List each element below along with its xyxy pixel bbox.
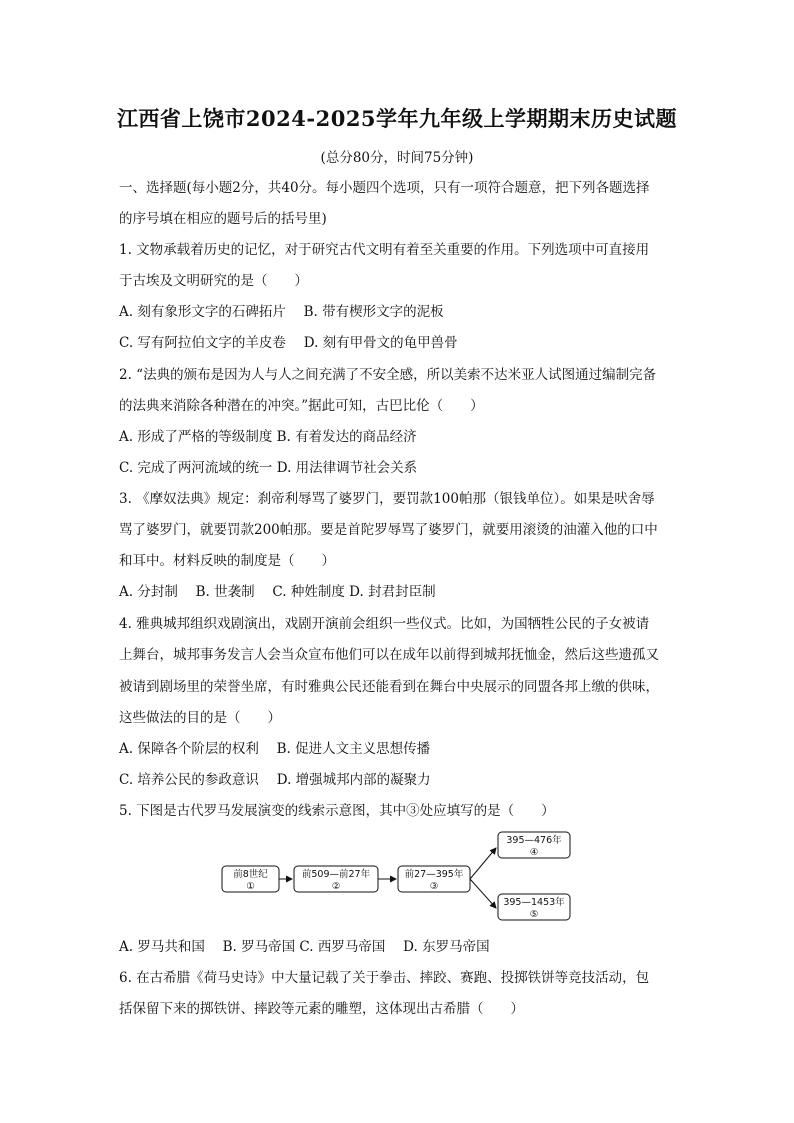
- timeline-number: ⑤: [529, 909, 539, 920]
- question-5-options: A. 罗马共和国 B. 罗马帝国 C. 西罗马帝国 D. 东罗马帝国: [119, 939, 490, 955]
- section-instruction: 的序号填在相应的题号后的括号里): [119, 211, 327, 227]
- question-4-options: C. 培养公民的参政意识 D. 增强城邦内部的凝聚力: [119, 772, 431, 788]
- question-4-text: 4. 雅典城邦组织戏剧演出，戏剧开演前会组织一些仪式。比如，为国牺牲公民的子女被请: [119, 616, 650, 632]
- question-2-options: A. 形成了严格的等级制度 B. 有着发达的商品经济: [119, 429, 417, 445]
- page-title: 江西省上饶市2024-2025学年九年级上学期期末历史试题: [116, 106, 678, 131]
- timeline-period: 395—476年: [506, 835, 562, 846]
- question-5-text: 5. 下图是古代罗马发展演变的线索示意图，其中③处应填写的是（ ）: [119, 803, 555, 819]
- question-4-text: 上舞台，城邦事务发言人会当众宣布他们可以在成年以前得到城邦抚恤金，然后这些遗孤又: [119, 647, 659, 663]
- timeline-box-2: [294, 866, 378, 892]
- question-4-text: 这些做法的目的是（ ）: [119, 710, 281, 726]
- question-3-text: 骂了婆罗门，就要罚款200帕那。要是首陀罗辱骂了婆罗门，就要用滚烫的油灌入他的口中: [119, 522, 658, 538]
- question-4-options: A. 保障各个阶层的权利 B. 促进人文主义思想传播: [119, 741, 431, 757]
- question-2-text: 2. “法典的颁布是因为人与人之间充满了不安全感，所以美索不达米亚人试图通过编制完备: [119, 367, 657, 383]
- question-3-text: 和耳中。材料反映的制度是（ ）: [119, 553, 335, 569]
- timeline-box-4: [498, 832, 570, 858]
- timeline-arrow: [470, 848, 496, 879]
- rome-timeline-diagram: [220, 830, 580, 922]
- timeline-box-5: [498, 894, 570, 920]
- question-2-options: C. 完成了两河流域的统一 D. 用法律调节社会关系: [119, 460, 418, 476]
- question-1-text: 1. 文物承载着历史的记忆，对于研究古代文明有着至关重要的作用。下列选项中可直接用: [119, 242, 650, 258]
- question-1-text: 于古埃及文明研究的是（ ）: [119, 273, 308, 289]
- question-1-options: C. 写有阿拉伯文字的羊皮卷 D. 刻有甲骨文的龟甲兽骨: [119, 335, 458, 351]
- question-3-text: 3. 《摩奴法典》规定：刹帝利辱骂了婆罗门，要罚款100帕那（银钱单位）。如果是吠舍辱: [119, 491, 655, 507]
- exam-info: (总分80分，时间75分钟): [320, 150, 474, 166]
- timeline-number: ④: [529, 847, 539, 858]
- timeline-number: ①: [246, 881, 255, 892]
- question-6-text: 括保留下来的掷铁饼、摔跤等元素的雕塑，这体现出古希腊（ ）: [119, 1001, 524, 1017]
- question-1-options: A. 刻有象形文字的石碑拓片 B. 带有楔形文字的泥板: [119, 304, 444, 320]
- timeline-number: ③: [429, 881, 439, 892]
- timeline-number: ②: [331, 881, 341, 892]
- question-2-text: 的法典来消除各种潜在的冲突。”据此可知，古巴比伦（ ）: [119, 398, 484, 414]
- question-4-text: 被请到剧场里的荣誉坐席，有时雅典公民还能看到在舞台中央展示的同盟各邦上缴的供味，: [119, 679, 659, 695]
- timeline-period: 395—1453年: [503, 897, 565, 908]
- timeline-period: 前8世纪: [233, 869, 268, 880]
- timeline-period: 前27—395年: [404, 869, 464, 880]
- timeline-arrow: [470, 879, 496, 908]
- timeline-box-1: [222, 866, 279, 892]
- question-3-options: A. 分封制 B. 世袭制 C. 种姓制度 D. 封君封臣制: [119, 584, 436, 600]
- question-6-text: 6. 在古希腊《荷马史诗》中大量记载了关于拳击、摔跤、赛跑、投掷铁饼等竞技活动，包: [119, 970, 650, 986]
- section-instruction: 一、选择题(每小题2分，共40分。每小题四个选项，只有一项符合题意，把下列各题选择: [119, 180, 650, 196]
- timeline-period: 前509—前27年: [301, 869, 371, 880]
- timeline-box-3: [398, 866, 470, 892]
